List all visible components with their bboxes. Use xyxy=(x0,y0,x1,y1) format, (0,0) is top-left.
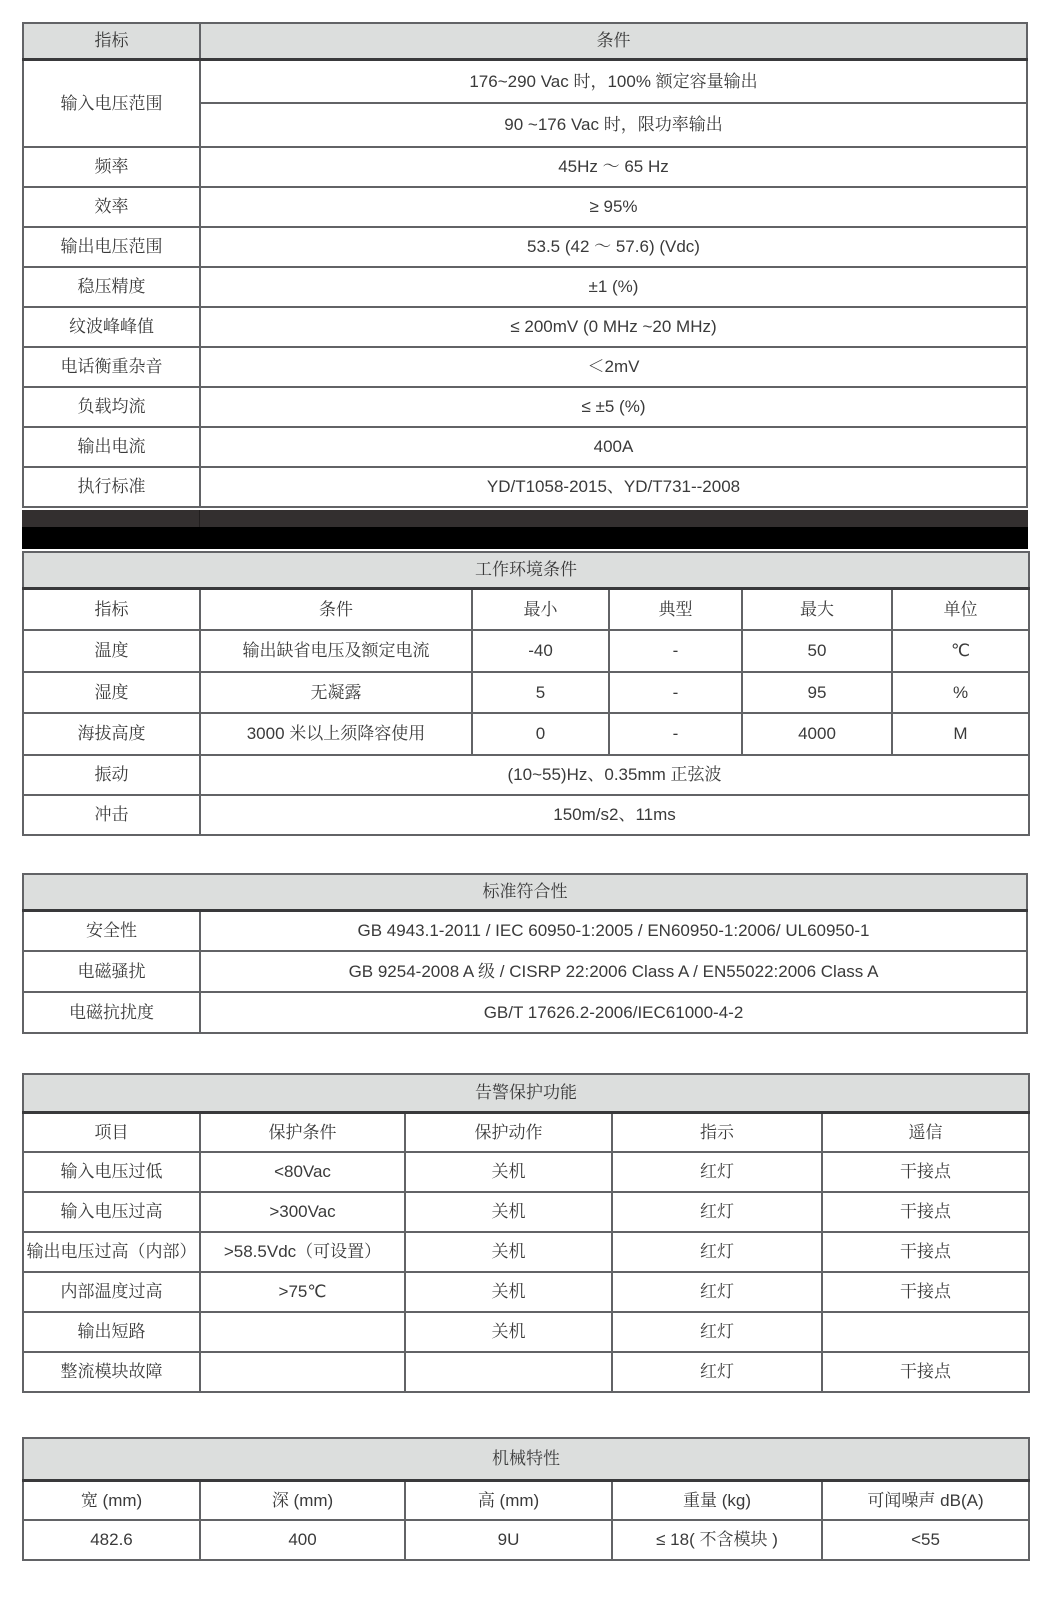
spec-row-label-cell: 稳压精度 xyxy=(23,267,200,307)
alarm-row xyxy=(23,1192,1029,1232)
env-header-condition-cell: 条件 xyxy=(200,588,472,630)
compliance-table xyxy=(22,873,1028,1034)
mechanical-value-row xyxy=(23,1520,1029,1560)
alarm-row-telecom-cell: 干接点 xyxy=(822,1232,1029,1272)
mech-header-depth-cell: 深 (mm) xyxy=(200,1480,405,1520)
mech-header-width-cell: 宽 (mm) xyxy=(23,1480,200,1520)
alarm-row-item-cell: 整流模块故障 xyxy=(23,1352,200,1392)
environment-table xyxy=(22,551,1030,836)
spec-row-label-cell: 频率 xyxy=(23,147,200,187)
alarm-row xyxy=(23,1272,1029,1312)
compliance-row xyxy=(23,951,1027,992)
alarm-header-item-cell: 项目 xyxy=(23,1112,200,1152)
spec-row-label-cell: 电话衡重杂音 xyxy=(23,347,200,387)
spec-row-value-cell: ≥ 95% xyxy=(200,187,1027,227)
spec-table-row xyxy=(23,267,1027,307)
alarm-header-condition-cell: 保护条件 xyxy=(200,1112,405,1152)
alarm-row-action-cell: 关机 xyxy=(405,1272,612,1312)
spec-table-row xyxy=(23,147,1027,187)
alarm-row-indication-cell: 红灯 xyxy=(612,1312,822,1352)
spec-row-value-cell: YD/T1058-2015、YD/T731--2008 xyxy=(200,467,1027,507)
mechanical-table xyxy=(22,1437,1030,1561)
alarm-protection-table xyxy=(22,1073,1030,1393)
spec-table-row xyxy=(23,427,1027,467)
environment-row xyxy=(23,630,1029,672)
alarm-row-telecom-cell: 干接点 xyxy=(822,1152,1029,1192)
alarm-row-telecom-cell: 干接点 xyxy=(822,1192,1029,1232)
alarm-row-telecom-cell: 干接点 xyxy=(822,1352,1029,1392)
divider-band-black xyxy=(22,527,1028,549)
spec-row-label-cell: 输出电压范围 xyxy=(23,227,200,267)
compliance-row-label-cell: 电磁骚扰 xyxy=(23,951,200,992)
alarm-header-indication-cell: 指示 xyxy=(612,1112,822,1152)
spec-input-voltage-label-cell: 输入电压范围 xyxy=(23,59,200,147)
spec-table-row xyxy=(23,467,1027,507)
spec-row-value-cell: ＜2mV xyxy=(200,347,1027,387)
spec-row-value-cell: ±1 (%) xyxy=(200,267,1027,307)
env-header-typical-cell: 典型 xyxy=(609,588,742,630)
spacer xyxy=(22,1034,1028,1073)
environment-table-title: 工作环境条件 xyxy=(23,552,1029,588)
mech-header-weight-cell: 重量 (kg) xyxy=(612,1480,822,1520)
alarm-row-item-cell: 输入电压过高 xyxy=(23,1192,200,1232)
divider-band-dark xyxy=(22,510,1028,527)
alarm-row xyxy=(23,1152,1029,1192)
spec-row-label-cell: 纹波峰峰值 xyxy=(23,307,200,347)
environment-header-row xyxy=(23,588,1029,630)
spec-table-row xyxy=(23,187,1027,227)
env-row-merged-value-cell: 150m/s2、11ms xyxy=(200,795,1029,835)
env-row-condition-cell: 输出缺省电压及额定电流 xyxy=(200,630,472,672)
spec-row-label-cell: 效率 xyxy=(23,187,200,227)
mech-depth-value-cell: 400 xyxy=(200,1520,405,1560)
env-row-typical-cell: - xyxy=(609,630,742,672)
mech-weight-value-cell: ≤ 18( 不含模块 ) xyxy=(612,1520,822,1560)
divider-band-dark-right-cell xyxy=(200,510,1028,527)
env-header-min-cell: 最小 xyxy=(472,588,609,630)
env-row-typical-cell: - xyxy=(609,672,742,713)
spec-row-value-cell: ≤ 200mV (0 MHz ~20 MHz) xyxy=(200,307,1027,347)
mechanical-header-row xyxy=(23,1480,1029,1520)
alarm-row-action-cell: 关机 xyxy=(405,1152,612,1192)
alarm-header-telecom-cell: 遥信 xyxy=(822,1112,1029,1152)
compliance-row-value-cell: GB 4943.1-2011 / IEC 60950-1:2005 / EN60950-1:2006/ UL60950-1 xyxy=(200,910,1027,951)
env-row-label-cell: 冲击 xyxy=(23,795,200,835)
env-row-label-cell: 海拔高度 xyxy=(23,713,200,755)
alarm-row-condition-cell: <80Vac xyxy=(200,1152,405,1192)
alarm-row-indication-cell: 红灯 xyxy=(612,1272,822,1312)
alarm-row-condition-cell: >75℃ xyxy=(200,1272,405,1312)
alarm-row-condition-cell xyxy=(200,1312,405,1352)
mechanical-table-title: 机械特性 xyxy=(23,1438,1029,1480)
mech-header-height-cell: 高 (mm) xyxy=(405,1480,612,1520)
spec-header-condition-cell: 条件 xyxy=(200,23,1027,59)
spec-input-voltage-row1-cell: 176~290 Vac 时，100% 额定容量输出 xyxy=(200,59,1027,103)
compliance-row-value-cell: GB/T 17626.2-2006/IEC61000-4-2 xyxy=(200,992,1027,1033)
alarm-row-item-cell: 输出电压过高（内部） xyxy=(23,1232,200,1272)
alarm-row-telecom-cell xyxy=(822,1312,1029,1352)
alarm-row-indication-cell: 红灯 xyxy=(612,1152,822,1192)
spec-row-label-cell: 输出电流 xyxy=(23,427,200,467)
env-row-max-cell: 50 xyxy=(742,630,892,672)
mech-noise-value-cell: <55 xyxy=(822,1520,1029,1560)
divider-band xyxy=(22,510,1028,549)
env-row-merged-value-cell: (10~55)Hz、0.35mm 正弦波 xyxy=(200,755,1029,795)
env-header-indicator-cell: 指标 xyxy=(23,588,200,630)
spec-row-label-cell: 执行标准 xyxy=(23,467,200,507)
compliance-row xyxy=(23,910,1027,951)
alarm-row-action-cell: 关机 xyxy=(405,1232,612,1272)
environment-row xyxy=(23,672,1029,713)
compliance-row-value-cell: GB 9254-2008 A 级 / CISRP 22:2006 Class A / EN55022:2006 Class A xyxy=(200,951,1027,992)
mech-height-value-cell: 9U xyxy=(405,1520,612,1560)
compliance-row-label-cell: 电磁抗扰度 xyxy=(23,992,200,1033)
alarm-row-item-cell: 输入电压过低 xyxy=(23,1152,200,1192)
alarm-row-condition-cell: >58.5Vdc（可设置） xyxy=(200,1232,405,1272)
alarm-row-item-cell: 输出短路 xyxy=(23,1312,200,1352)
alarm-row-telecom-cell: 干接点 xyxy=(822,1272,1029,1312)
compliance-table-title: 标准符合性 xyxy=(23,874,1027,910)
alarm-row-indication-cell: 红灯 xyxy=(612,1352,822,1392)
environment-span-row xyxy=(23,795,1029,835)
env-row-unit-cell: ℃ xyxy=(892,630,1029,672)
env-header-max-cell: 最大 xyxy=(742,588,892,630)
alarm-row xyxy=(23,1352,1029,1392)
electrical-spec-table xyxy=(22,22,1028,508)
mech-width-value-cell: 482.6 xyxy=(23,1520,200,1560)
env-row-label-cell: 振动 xyxy=(23,755,200,795)
alarm-row-condition-cell xyxy=(200,1352,405,1392)
spec-row-value-cell: 53.5 (42 ～ 57.6) (Vdc) xyxy=(200,227,1027,267)
spec-table-row xyxy=(23,347,1027,387)
spacer xyxy=(22,1393,1028,1437)
env-row-max-cell: 95 xyxy=(742,672,892,713)
env-row-max-cell: 4000 xyxy=(742,713,892,755)
environment-row xyxy=(23,713,1029,755)
alarm-row-action-cell: 关机 xyxy=(405,1312,612,1352)
env-row-min-cell: 5 xyxy=(472,672,609,713)
alarm-header-row xyxy=(23,1112,1029,1152)
env-row-min-cell: 0 xyxy=(472,713,609,755)
spec-row-label-cell: 负载均流 xyxy=(23,387,200,427)
spec-table-row xyxy=(23,387,1027,427)
spec-row-value-cell: 400A xyxy=(200,427,1027,467)
compliance-row xyxy=(23,992,1027,1033)
env-row-condition-cell: 无凝露 xyxy=(200,672,472,713)
spec-input-voltage-row2-cell: 90 ~176 Vac 时，限功率输出 xyxy=(200,103,1027,147)
alarm-row xyxy=(23,1232,1029,1272)
alarm-row-item-cell: 内部温度过高 xyxy=(23,1272,200,1312)
env-header-unit-cell: 单位 xyxy=(892,588,1029,630)
env-row-label-cell: 温度 xyxy=(23,630,200,672)
spec-table-row xyxy=(23,307,1027,347)
alarm-row-condition-cell: >300Vac xyxy=(200,1192,405,1232)
env-row-unit-cell: M xyxy=(892,713,1029,755)
compliance-row-label-cell: 安全性 xyxy=(23,910,200,951)
spec-row-value-cell: 45Hz ～ 65 Hz xyxy=(200,147,1027,187)
env-row-condition-cell: 3000 米以上须降容使用 xyxy=(200,713,472,755)
alarm-row-action-cell xyxy=(405,1352,612,1392)
alarm-row-indication-cell: 红灯 xyxy=(612,1192,822,1232)
alarm-row xyxy=(23,1312,1029,1352)
alarm-row-action-cell: 关机 xyxy=(405,1192,612,1232)
spacer xyxy=(22,836,1028,873)
divider-band-dark-left-cell xyxy=(22,510,200,527)
environment-span-row xyxy=(23,755,1029,795)
spec-row-value-cell: ≤ ±5 (%) xyxy=(200,387,1027,427)
spec-table-row xyxy=(23,227,1027,267)
alarm-header-action-cell: 保护动作 xyxy=(405,1112,612,1152)
mech-header-noise-cell: 可闻噪声 dB(A) xyxy=(822,1480,1029,1520)
alarm-table-title: 告警保护功能 xyxy=(23,1074,1029,1112)
alarm-row-indication-cell: 红灯 xyxy=(612,1232,822,1272)
env-row-label-cell: 湿度 xyxy=(23,672,200,713)
spec-header-indicator-cell: 指标 xyxy=(23,23,200,59)
env-row-typical-cell: - xyxy=(609,713,742,755)
env-row-unit-cell: % xyxy=(892,672,1029,713)
env-row-min-cell: -40 xyxy=(472,630,609,672)
